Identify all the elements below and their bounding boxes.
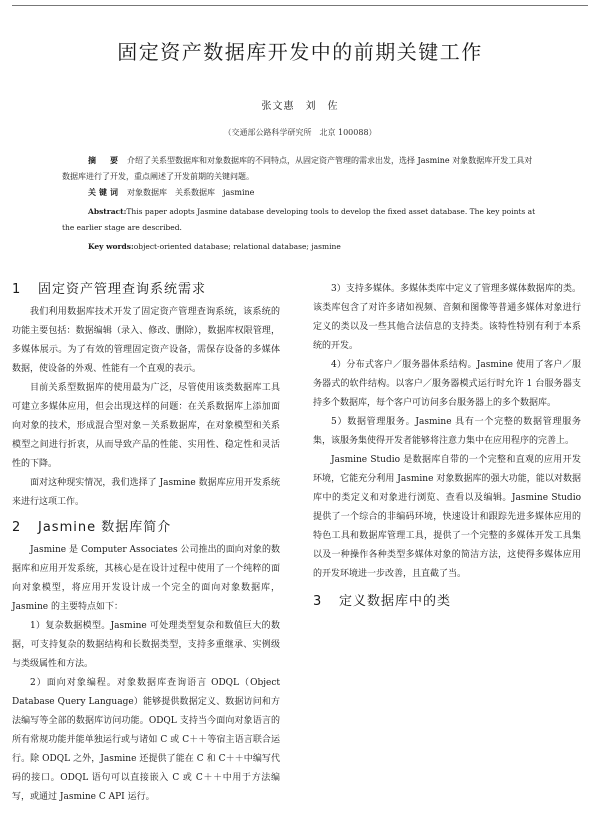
left-column [12, 280, 280, 807]
section-1-heading [12, 280, 280, 299]
s1-paragraph: 面对这种现实情况，我们选择了 Jasmine 数据库应用开发系统来进行这项工作。 [12, 478, 280, 507]
s2-paragraph: Jasmine 是 Computer Associates 公司推出的面向对象的数据库和应用开发系统，其核心是在设计过程中使用了一个纯粹的面向对象模型，将应用开发设计成一个完全的面向对象数据库，Jasmine 的主要特点如下： [12, 545, 280, 612]
abstract-en [62, 204, 540, 236]
authors: 张文惠 刘 佐 [261, 101, 339, 112]
section-2-heading [12, 518, 280, 537]
section-1-title: 固定资产管理查询系统需求 [38, 282, 207, 297]
s2-paragraph: 2）面向对象编程。对象数据库查询语言 ODQL（Object Database Query Language）能够提供数据定义、数据访问和方法编写等全部的数据库访问功能。ODQL 支持当今面向对象语言的所有常规功能并能单独运行或与诸如 C 或 C＋＋等宿主语言联合运行。除 ODQL 之外，Jasmine 还提供了能在 C 和 C＋＋中编写代码的接口。ODQL 语句可以直接嵌入 C 或 C＋＋中用于方法编写，或通过 Jasmine C API 运行。 [12, 678, 280, 802]
keywords-en-text: object-oriented database; relational database; jasmine [133, 242, 341, 251]
abstract-text: 介绍了关系型数据库和对象数据库的不同特点，从固定资产管理的需求出发，选择 Jasmine 对象数据库开发工具对数据库进行了开发，重点阐述了开发前期的关键问题。 [62, 156, 533, 181]
right-column [313, 280, 581, 615]
s2-paragraph: 3）支持多媒体。多媒体类库中定义了管理多媒体数据库的类。该类库包含了对许多诸如视频、音频和图像等普通多媒体对象进行定义的类以及一些其他合法信息的支持类。该特性特别有利于本系统的开发。 [313, 284, 581, 351]
s1-paragraph: 我们利用数据库技术开发了固定资产管理查询系统，该系统的功能主要包括：数据编辑（录入、修改、删除），数据库权限管理，多媒体展示。为了有效的管理固定资产设备，需保存设备的多媒体数据，使设备的外观、性能有一个直观的表示。 [12, 307, 280, 374]
s2-paragraph: Jasmine Studio 是数据库自带的一个完整和直观的应用开发环境，它能充分利用 Jasmine 对象数据库的强大功能，能以对数据库中的类定义和对象进行浏览、查看以及编辑。Jasmine Studio 提供了一个综合的非编码环境，快速设计和跟踪先进多媒体应用的特色工具和数据库管理工具，提供了一个完整的多媒体开发工具集以及一种操作各种类型多媒体对象的简洁方法，这使得多媒体应用的开发环境进一步改善，且直截了当。 [313, 455, 581, 579]
paper-title: 固定资产数据库开发中的前期关键工作 [117, 40, 483, 64]
s2-paragraph: 4）分布式客户／服务器体系结构。Jasmine 使用了客户／服务器式的软件结构。以客户／服务器模式运行时允许 1 台服务器支持多个数据库，每个客户可访问多台服务器上的多个数据库。 [313, 360, 581, 408]
section-1-number: 1 [12, 282, 22, 297]
keywords-en-label: Key words: [88, 242, 134, 251]
keywords-en [62, 239, 540, 255]
keywords-cn [62, 185, 540, 201]
s2-paragraph: 1）复杂数据模型。Jasmine 可处理类型复杂和数值巨大的数据，可支持复杂的数据结构和长数据类型，支持多重继承、实例级与类级属性和方法。 [12, 621, 280, 669]
keywords-label: 关键词 [88, 188, 121, 197]
s2-paragraph: 5）数据管理服务。Jasmine 具有一个完整的数据管理服务集，该服务集使得开发者能够将注意力集中在应用程序的完善上。 [313, 417, 581, 446]
top-rule [12, 5, 588, 6]
affiliation: （交通部公路科学研究所 北京 100088） [223, 128, 377, 137]
section-2-number: 2 [12, 520, 22, 535]
section-3-number: 3 [313, 594, 323, 609]
section-3-heading [313, 592, 581, 611]
section-3-title: 定义数据库中的类 [339, 594, 452, 609]
abstract-label: 摘 要 [88, 156, 121, 165]
keywords-text: 对象数据库 关系数据库 jasmine [127, 188, 255, 197]
abstract-cn [62, 153, 540, 185]
abstract-block [62, 153, 540, 255]
section-2-title: Jasmine 数据库简介 [38, 520, 172, 535]
s1-paragraph: 目前关系型数据库的使用最为广泛，尽管使用该类数据库工具可建立多媒体应用，但会出现这样的问题：在关系数据库上添加面向对象的技术，形成混合型对象－关系数据库，在对象模型和关系模型之间进行折衷，从而导致产品的性能、实用性、稳定性和灵活性的下降。 [12, 383, 280, 469]
abstract-en-label: Abstract: [88, 207, 127, 216]
abstract-en-text: This paper adopts Jasmine database developing tools to develop the fixed asset database. The key points at the earlier stage are described. [62, 207, 536, 232]
